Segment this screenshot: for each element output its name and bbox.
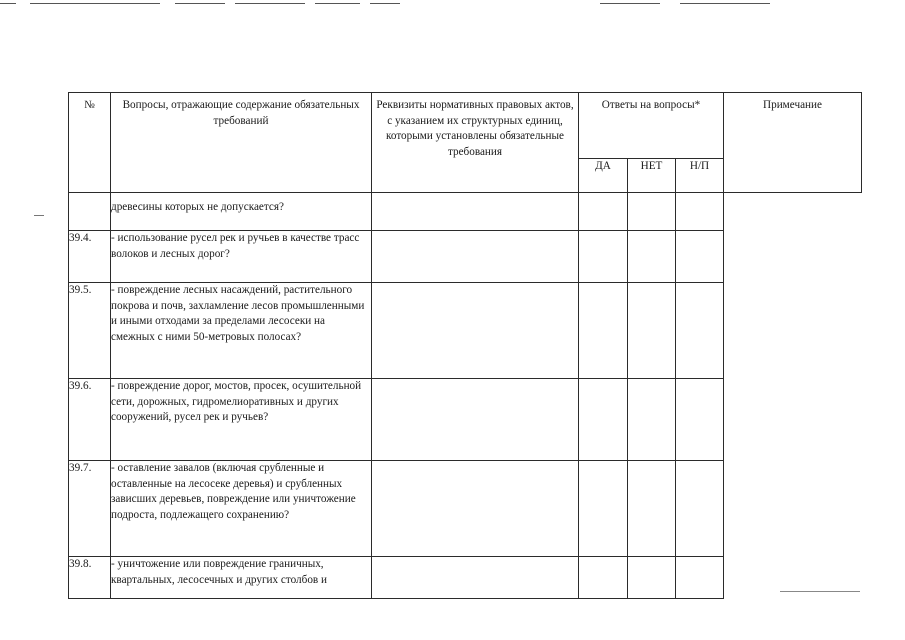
header-note: Примечание: [724, 93, 862, 193]
answer-yes-cell[interactable]: [372, 283, 579, 379]
answer-no-cell[interactable]: [579, 557, 628, 599]
answer-yes-cell[interactable]: [372, 379, 579, 461]
note-cell[interactable]: [676, 461, 724, 557]
note-cell[interactable]: [676, 193, 724, 231]
header-no: НЕТ: [628, 159, 676, 193]
scan-artifact-bottom: [780, 591, 860, 592]
row-question: - повреждение лесных насаждений, растительного покрова и почв, захламление лесов промышленными и иными отходами за пределами лесосеки на смежных с ними 50-метровых полосах?: [111, 283, 372, 379]
header-questions: Вопросы, отражающие содержание обязательных требований: [111, 93, 372, 193]
table-row: [69, 283, 862, 379]
checklist-table: [68, 92, 862, 599]
answer-yes-cell[interactable]: [372, 461, 579, 557]
answer-na-cell[interactable]: [628, 283, 676, 379]
row-question: - повреждение дорог, мостов, просек, осушительной сети, дорожных, гидромелиоративных и других сооружений, русел рек и ручьев?: [111, 379, 372, 461]
answer-no-cell[interactable]: [579, 379, 628, 461]
answer-no-cell[interactable]: [579, 231, 628, 283]
answer-yes-cell[interactable]: [372, 193, 579, 231]
answer-na-cell[interactable]: [628, 379, 676, 461]
table-row: [69, 379, 862, 461]
header-number: №: [69, 93, 111, 193]
row-number: 39.5.: [69, 283, 111, 379]
answer-na-cell[interactable]: [628, 557, 676, 599]
row-number: 39.6.: [69, 379, 111, 461]
header-answers: Ответы на вопросы*: [579, 93, 724, 159]
note-cell[interactable]: [676, 557, 724, 599]
note-cell[interactable]: [676, 379, 724, 461]
answer-yes-cell[interactable]: [372, 557, 579, 599]
header-na: Н/П: [676, 159, 724, 193]
answer-na-cell[interactable]: [628, 231, 676, 283]
row-question: - оставление завалов (включая срубленные и оставленные на лесосеке деревья) и срубленных зависших деревьев, повреждение или уничтожение подроста, подлежащего сохранению?: [111, 461, 372, 557]
row-number: 39.4.: [69, 231, 111, 283]
table-row: [69, 231, 862, 283]
answer-no-cell[interactable]: [579, 461, 628, 557]
header-requisites: Реквизиты нормативных правовых актов, с указанием их структурных единиц, которыми установлены обязательные требования: [372, 93, 579, 193]
table-row: [69, 193, 862, 231]
scan-margin-mark: [34, 215, 44, 216]
header-yes: ДА: [579, 159, 628, 193]
row-number: 39.7.: [69, 461, 111, 557]
table-row: [69, 461, 862, 557]
answer-na-cell[interactable]: [628, 193, 676, 231]
answer-no-cell[interactable]: [579, 193, 628, 231]
answer-no-cell[interactable]: [579, 283, 628, 379]
row-question: - использование русел рек и ручьев в качестве трасс волоков и лесных дорог?: [111, 231, 372, 283]
answer-na-cell[interactable]: [628, 461, 676, 557]
answer-yes-cell[interactable]: [372, 231, 579, 283]
table-row: [69, 557, 862, 599]
scan-artifact-top: [0, 0, 905, 10]
row-number: [69, 193, 111, 231]
row-number: 39.8.: [69, 557, 111, 599]
row-question: древесины которых не допускается?: [111, 193, 372, 231]
row-question: - уничтожение или повреждение граничных, квартальных, лесосечных и других столбов и: [111, 557, 372, 599]
note-cell[interactable]: [676, 231, 724, 283]
note-cell[interactable]: [676, 283, 724, 379]
